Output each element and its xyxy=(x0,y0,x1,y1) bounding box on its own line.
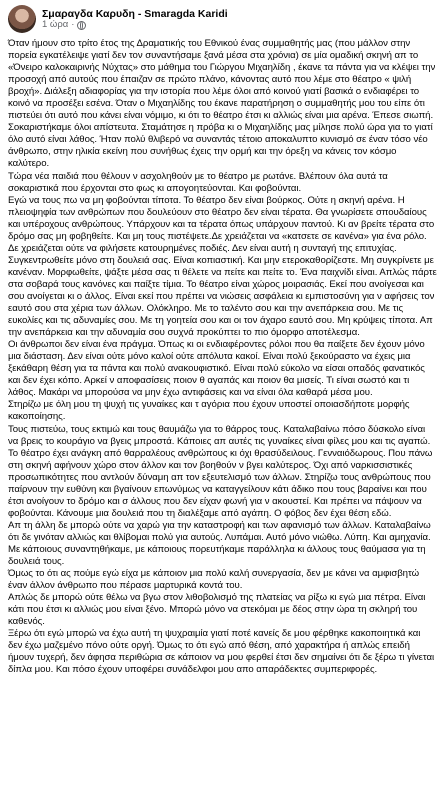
author-name[interactable]: Σμαραγδα Καρυδη - Smaragda Karidi xyxy=(42,7,228,20)
post-paragraph: Απλώς δε μπορώ ούτε θέλω να βγω στον λιθοβολισμό της πλατείας να ρίξω κι εγώ μια πέτρα. Είναι κάτι που έτσι κι αλλιώς μου είναι ξένο. Μπορώ μόνο να στεκόμαι με δέος στην ώρα τη σκληρή του καθενός. xyxy=(8,592,426,628)
author-block xyxy=(42,8,228,31)
post-paragraph: Τώρα νέα παιδιά που θέλουν ν ασχοληθούν με το θέατρο με ρωτάνε. Βλέπουν όλα αυτά τα σοκαριστικά που έρχονται στο φως κι απογοητεύονται. Και φοβούνται. xyxy=(8,170,388,194)
post-meta: 1 ώρα · xyxy=(42,20,228,31)
post-time[interactable]: 1 ώρα xyxy=(42,18,69,30)
post-paragraph: Όμως το ότι ας πούμε εγώ είχα με κάποιον μια πολύ καλή συνεργασία, δεν με κάνει να αμφισβητώ έναν άλλον άνθρωπο που πέρασε μαρτυρικά κοντά του. xyxy=(8,568,420,592)
post-paragraph: Όταν ήμουν στο τρίτο έτος της Δραματικής του Εθνικού ένας συμμαθητής μας (που μάλλον στην πορεία εγκατέλειψε γιατί δεν τον συναντήσαμε ξανά μέσα στα χρόνια) σε μία ομαδική σκηνή απ το «Όνειρο καλοκαιρινής Νύχτας» στο μάθημα του Γιώργου Μιχαηλίδη , έκανε τα πάντα για να κλέψει την προσοχή από αυτούς που έπαιζαν σε πρώτο πλάνο, κάνοντας αυτό που λέμε στο θέατρο « ψιλή βροχή». Διάλεξη αδιαφορίας για την ιστορία που λέμε όλοι από κοινού γιατί βασικά ο ενδιαφέρει το κοινό να προσέξει εσένα. Όταν ο Μιχαηλίδης του έκανε παρατήρηση ο συμμαθητής μου του είπε ότι πιστεύει ότι αυτό που κάνει είναι νόμιμο, κι ότι το θέατρο έτσι κι αλλιώς είναι μια αρένα. Έπεσε σιωπή. Σοκαριστήκαμε όλοι απίστευτα. Σταμάτησε η πρόβα κι ο Μιχαηλίδης μας μίλησε πολύ ώρα για το γιατί όλο αυτό είναι λάθος. Ήταν πολύ θλιβερό να συναντάς τέτοιο αποκαλυπτο κυνισμό σε έναν τόσο νέο άνθρωπο, στην ηλικία εκείνη που συνήθως έχεις την ορμή και την όρεξη να κάνεις τον κόσμο καλύτερο. xyxy=(8,38,436,170)
avatar[interactable] xyxy=(8,5,36,33)
post-paragraph: Εγώ να τους πω να μη φοβούνται τίποτα. Το θέατρο δεν είναι βούρκος. Ούτε η σκηνή αρένα. Η πλειοψηφία των ανθρώπων που δουλεύουν στο θέατρο δεν είναι τέρατα. Θα γνωρίσετε σπουδαίους και υπέροχους ανθρώπους. Υπάρχουν και τα τέρατα όπως υπάρχουν παντού. Κι αν βρείτε τέρατα στο δρόμο σας μη φοβηθείτε. Και μη τους πιστέψετε.Δε χρειάζεται να «κατσετε σε κανένα» για ένα ρόλο. Δε χρειάζεται ούτε να φιλήσετε κατουρημένες ποδιές. Δεν είναι αυτή η συνταγή της επιτυχίας. Συγκεντρωθείτε μόνο στη δουλειά σας. Είναι κοπιαστική. Και μην ετεροκαθορίζεστε. Μη συγκρίνετε με κανέναν. Μορφωθείτε, ψάξτε μέσα σας τι θέλετε να πείτε και πείτε το. Ένα παιχνίδι είναι. Απλώς πάρτε στα σοβαρά τους κανόνες και παίξτε τίμια. Το θέατρο είναι χώρος μοιρασιάς. Εκεί που ανοίγεσαι και σου ανοίγεται κι ο άλλος. Είναι εκεί που πρέπει να νιώσεις ασφάλεια κι εμπιστοσύνη για ν αφήσεις τον εαυτό σου στα χέρια των άλλων. Ολόκληρο. Με το ταλέντο σου και την ανεπάρκεια σου. Με τις ευκολίες και τις αδυναμίες σου. Με τη γοητεία σου και οι τον άχαρο εαυτό σου. Μη κρύψεις τίποτα. Απ την ανεπάρκεια και την αδυναμία σου συχνά προκύπτει το πιο όμορφο αποτέλεσμα. xyxy=(8,194,437,339)
post-paragraph: Απ τη άλλη δε μπορώ ούτε να χαρώ για την καταστροφή και των αφανισμό των άλλων. Καταλαβαίνω ότι δε γινόταν αλλιώς και θλίβομαι πολύ για αυτούς. Λυπάμαι. Αυτό μόνο νιώθω. Λύπη. Και αμηχανία. xyxy=(8,519,431,543)
post-header xyxy=(0,0,445,34)
post-paragraph: Στηρίζω με όλη μου τη ψυχή τις γυναίκες και τ αγόρια που έχουν υποστεί οποιασδήποτε μορφής κακοποίησης. xyxy=(8,399,410,423)
post-paragraph: Ξέρω ότι εγώ μπορώ να έχω αυτή τη ψυχραιμία γιατί ποτέ κανείς δε μου φέρθηκε κακοποιητικά και δεν έχω μαζεμένο πόνο ούτε οργή. Όμως το ότι εγώ από θέση, από χαρακτήρα ή απλώς επειδή ήμουν τυχερή, δεν άφησα περιθώρια σε κάποιον να μου φερθεί έτσι δεν σημαίνει ότι δε ξέρω τι γίνεται δίπλα μου. Και πόσο έχουν υποφέρει συνάδελφοι μου απο απαράδεκτες συμπεριφορές. xyxy=(8,628,435,676)
globe-icon[interactable] xyxy=(77,21,86,30)
post-paragraph: Οι άνθρωποι δεν είναι ένα πράγμα. Όπως κι οι ενδιαφέροντες ρόλοι που θα παίξετε δεν έχουν μόνο μια διάσταση. Δεν είναι ούτε μόνο καλοί ούτε απόλυτα κακοί. Είναι πολύ ξεκούραστο να έχεις μια ξεκάθαρη θέση για τα πάντα και πολύ ανακουφιστικό. Είναι πολύ εύκολο να είσαι οπαδός φανατικός και δεν έχει κόπο. Αρκεί ν αποφασίσεις ποιον θ αγαπάς και ποιον θα μισείς. Τι είναι σωστό και τι λάθος. Μακάρι να μπορούσα να μην έχω αντιφάσεις και να είναι όλα καθαρά μέσα μου. xyxy=(8,339,425,399)
post-paragraph: Τους πιστεύω, τους εκτιμώ και τους θαυμάζω για το θάρρος τους. Καταλαβαίνω πόσο δύσκολο είναι να βρεις το κουράγιο να βγεις μπροστά. Κάποιες απ αυτές τις γυναίκες είναι φίλες μου και τις αγαπώ. Το θέατρο έχει ανάγκη από θαρραλέους ανθρώπους κι όχι θρασύδειλους. Γενναιόδωρους. Που πάνω στη σκηνή αφήνουν χώρο στον άλλον και τον βοηθούν ν βγει καλύτερος. Όχι από ναρκισσιστικές προσωπικότητες που αντλούν δύναμη απ τον εξευτελισμό των άλλων. Στηρίζω τους ανθρώπους που παίρνουν την ευθύνη και βγαίνουν επωνύμως να καταγγείλουν κάτι άδικο που τους βαραίνει και που έτσι ανοίγουν το δρόμο και σ άλλους που δεν είχαν φωνή για ν ακουστεί. Και πρέπει να πάψουν να φοβούνται. Κάνουμε μια δουλειά που τη διαλέξαμε από αγάπη. Ο φόβος δεν έχει θέση εδώ. xyxy=(8,423,433,519)
post-text xyxy=(0,34,445,676)
post-paragraph: Με κάποιους συναντηθήκαμε, με κάποιους πορευτήκαμε παράλληλα κι άλλους τους θαύμασα για τη δουλειά τους. xyxy=(8,543,426,568)
